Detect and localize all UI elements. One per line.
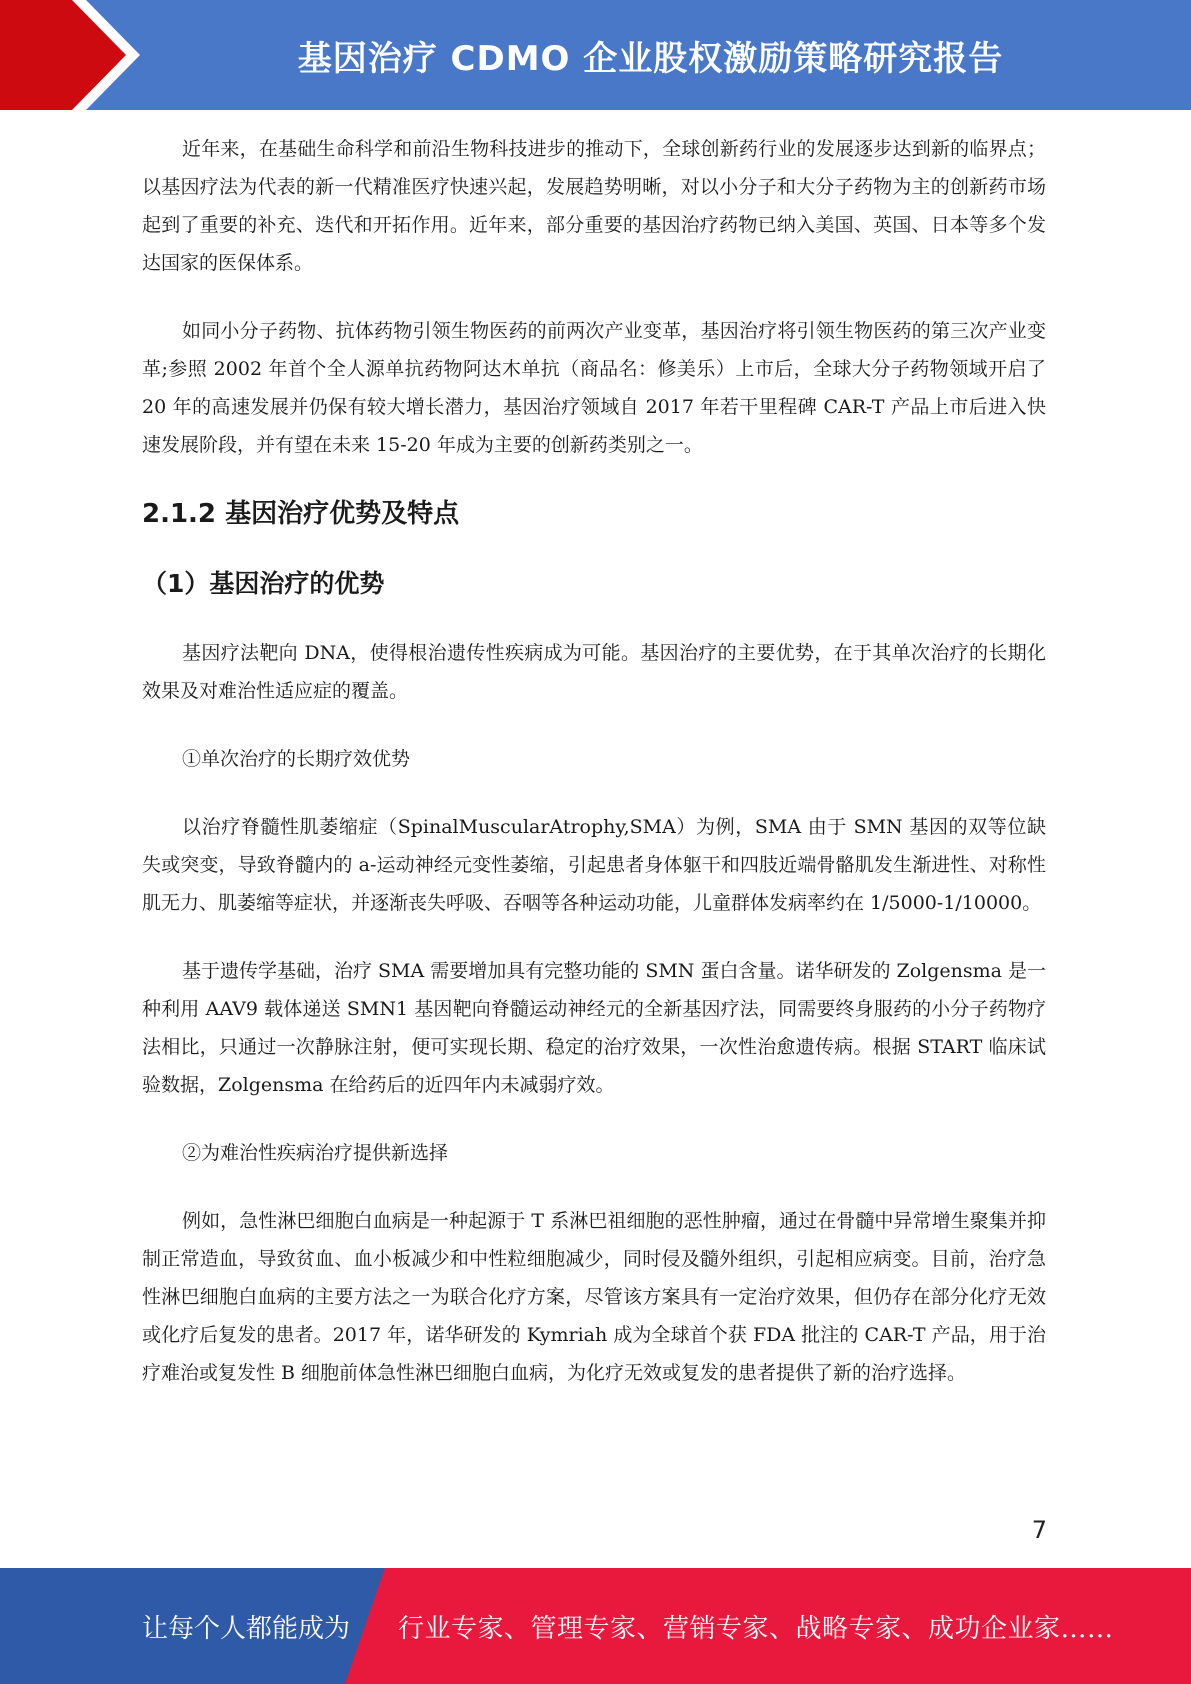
list-item-heading: ①单次治疗的长期疗效优势: [182, 748, 411, 770]
footer-slogan-left: 让每个人都能成为: [142, 1613, 351, 1644]
paragraph: 近年来，在基础生命科学和前沿生物科技进步的推动下，全球创新药行业的发展逐步达到新的临界点；以基因疗法为代表的新一代精准医疗快速兴起，发展趋势明晰，对以小分子和大分子药物为主的创新药市场起到了重要的补充、迭代和开拓作用。近年来，部分重要的基因治疗药物已纳入美国、英国、日本等多个发达国家的医保体系。: [142, 138, 1046, 274]
paragraph: 例如，急性淋巴细胞白血病是一种起源于 T 系淋巴祖细胞的恶性肿瘤，通过在骨髓中异常增生聚集并抑制正常造血，导致贫血、血小板减少和中性粒细胞减少，同时侵及髓外组织，引起相应病变。目前，治疗急性淋巴细胞白血病的主要方法之一为联合化疗方案，尽管该方案具有一定治疗效果，但仍存在部分化疗无效或化疗后复发的患者。2017 年，诺华研发的 Kymriah 成为全球首个获 FDA 批注的 CAR-T 产品，用于治疗难治或复发性 B 细胞前体急性淋巴细胞白血病，为化疗无效或复发的患者提供了新的治疗选择。: [142, 1210, 1046, 1384]
report-title: 基因治疗 CDMO 企业股权激励策略研究报告: [297, 38, 1004, 79]
paragraph: 如同小分子药物、抗体药物引领生物医药的前两次产业变革，基因治疗将引领生物医药的第三次产业变革;参照 2002 年首个全人源单抗药物阿达木单抗（商品名：修美乐）上市后，全球大分子药物领域开启了 20 年的高速发展并仍保有较大增长潜力，基因治疗领域自 2017 年若干里程碑 CAR-T 产品上市后进入快速发展阶段，并有望在未来 15-20 年成为主要的创新药类别之一。: [142, 320, 1046, 456]
page-header: [0, 0, 1191, 110]
list-item-heading: ②为难治性疾病治疗提供新选择: [182, 1142, 449, 1164]
document-body: [142, 130, 1046, 1422]
footer-slogan-right: 行业专家、管理专家、营销专家、战略专家、成功企业家……: [398, 1613, 1114, 1644]
paragraph: 以治疗脊髓性肌萎缩症（SpinalMuscularAtrophy,SMA）为例，SMA 由于 SMN 基因的双等位缺失或突变，导致脊髓内的 a-运动神经元变性萎缩，引起患者身体躯干和四肢近端骨骼肌发生渐进性、对称性肌无力、肌萎缩等症状，并逐渐丧失呼吸、吞咽等各种运动功能，儿童群体发病率约在 1/5000-1/10000。: [142, 816, 1046, 914]
section-heading: 2.1.2 基因治疗优势及特点: [142, 499, 460, 529]
page-number: 7: [1031, 1516, 1047, 1544]
paragraph: 基因疗法靶向 DNA，使得根治遗传性疾病成为可能。基因治疗的主要优势，在于其单次治疗的长期化效果及对难治性适应症的覆盖。: [142, 642, 1046, 702]
header-chevron-logo: [0, 0, 150, 110]
page-footer: [0, 1568, 1191, 1684]
paragraph: 基于遗传学基础，治疗 SMA 需要增加具有完整功能的 SMN 蛋白含量。诺华研发的 Zolgensma 是一种利用 AAV9 载体递送 SMN1 基因靶向脊髓运动神经元的全新基因疗法，同需要终身服药的小分子药物疗法相比，只通过一次静脉注射，便可实现长期、稳定的治疗效果，一次性治愈遗传病。根据 START 临床试验数据，Zolgensma 在给药后的近四年内未减弱疗效。: [142, 960, 1046, 1096]
subsection-heading: （1）基因治疗的优势: [142, 569, 385, 598]
